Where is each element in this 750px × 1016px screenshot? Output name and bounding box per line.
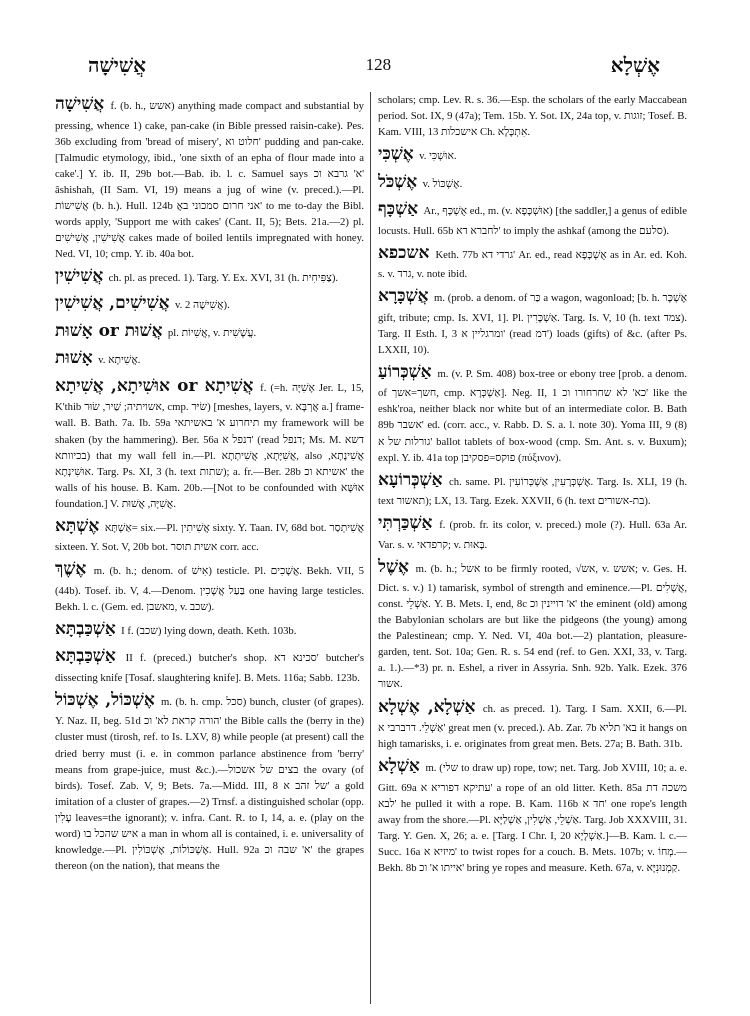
entry-definition: f. (prob. fr. its color, v. preced.) mole (?). Hull. 63a Ar. Var. s. v. קרפדאי; v. בָּאוּת. <box>378 519 687 551</box>
entry-headword: אֲשְׁכָּרָא <box>378 286 429 307</box>
entry-headword: אֶשְׁתָּא <box>55 515 100 536</box>
entry-definition: Keth. 77b גרדי דא' Ar. ed., read אֻשְׁכָּפָא as in Ar. ed. Koh. s. v. גרד, v. note ibid. <box>378 248 687 281</box>
entry-definition: ch. pl. as preced. 1). Targ. Y. Ex. XVI, 31 (h. צַפִּיחִית). <box>108 271 339 284</box>
dictionary-entry <box>378 695 687 753</box>
dictionary-entry <box>378 555 687 693</box>
dictionary-entry <box>55 291 364 317</box>
running-head <box>88 52 660 78</box>
dictionary-entry <box>55 319 364 345</box>
entry-definition: v. אוּשְׁכִּי. <box>419 150 457 163</box>
entry-headword: אֶשֶׁל <box>378 556 409 577</box>
entry-definition: m. (b. h.; אשל to be firmly rooted, √אש, v. אשש; v. Ges. H. Dict. s. v.) 1) tamarisk, symbol of strength and eminence.—Pl. אֲשָׁלִים, const. אַשְׁלֵי. Y. B. Mets. I, end, 8c א' דויינין וכ' the eminent (old) among the Babylonian scholars are but like the pidgeons (the young) among the Palestinean; cmp. Y. Ned. VI, 40a bot.—2) plantation, pleasure-garden, tent. Sot. 10a; Gen. R. s. 54 end (ref. to Gen. XXI, 33, v. Targ. a. 1.).—*3) pr. n. Eshel, a river in Assyria. Snh. 92b. Yalk. Ezek. 376 אשור. <box>378 562 687 691</box>
entry-headword: אֲשִׁיתָא or אוּשִׁיתָא, אֲשִׁיתָא <box>55 375 254 396</box>
page-number: 128 <box>365 55 392 74</box>
column-divider <box>370 92 371 1004</box>
dictionary-entry <box>378 241 687 283</box>
entry-definition: אַשְׁתָּא= six.—Pl. אֲשִׁיתִין sixty. Y. Taan. IV, 68d bot. אֲשִׁיתְסַר sixteen. Y. Sot. V, 20b bot. אשית תוסר corr. acc. <box>55 521 364 554</box>
dictionary-entry <box>378 197 687 239</box>
dictionary-entry <box>55 557 364 615</box>
entry-definition: m. (b. h. cmp. סכל) bunch, cluster (of grapes). Y. Naz. II, beg. 51d הורה קראת לא' וכ' the Bible calls the (berry in the) cluster must (tirosh, ref. to Is. LXV, 8) while people (at present) call the dried berry must (i. e. in common parlance abstinence from 'berry' means from grape-juice, must &c.).—בצים של אשכול the ovary (of birds). Tosef. Zab. V, 9; Bets. 7a.—Midd. III, 8 של זהב א' a gold imitation of a cluster of grapes.—2) Trnsf. a distinguished scholar (opp. עָלִין leaves=the ignorant); v. infra. Cant. R. to I, 14, a. e. (play on the word) איש שהכל בו a man in whom all is contained, i. e. universality of knowledge.—Pl. אֶשְׁכּוֹלוֹת, אֶשְׁכּוֹלִין. Hull. 92a א' שבה וכ' the grapes thereon (on the nation), that means the <box>55 695 364 872</box>
dictionary-entry <box>378 468 687 510</box>
entry-definition: m. (prob. a denom. of כַּר a wagon, wagonload; [b. h. אֶשְׁכָּר gift, tribute; cmp. Is. XVI, 1]. Pl. אַשְׁכָּרִין. Targ. Is. V, 10 (h. text צמד). Targ. II Esth. I, 3 ומרגליין א' (read דמ') loads (gifts) of &c. (after Ps. LXXII, 10). <box>378 292 687 356</box>
entry-definition: m. (b. h.; denom. of אִישׁ) testicle. Pl. אֲשָׁכִים. Bekh. VII, 5 (44b). Tosef. ib. V, 4.—Denom. בַּעַל אֲשָׁכִין one having large testicles. Bekh. l. c. (Gem. ed. מאשבן, v. שכב). <box>55 565 364 613</box>
entry-definition: pl. אֲשִׁיוֹת, v. עֲשָׁשִׁית. <box>167 326 257 339</box>
running-head-left-word: אֲשִׁישָׁה <box>88 52 146 77</box>
dictionary-entry <box>378 284 687 358</box>
entry-definition: I f. (שכב) lying down, death. Keth. 103b. <box>121 624 297 637</box>
dictionary-entry <box>55 514 364 556</box>
entry-headword: אַשְׁכַּרְתִּי <box>378 513 433 534</box>
entry-headword: אַשְׁכְּרוֹעָא <box>378 469 443 490</box>
entry-definition: Ar., אֻשְׁכָּף ed., m. (v. אוּשְׁכָּפָא) [the saddler,] a genus of edible locusts. Hull. 65b לחברא דא' to imply the ashkaf (among the סלעם). <box>378 205 687 237</box>
dictionary-entry <box>378 92 687 140</box>
dictionary-entry <box>55 617 364 643</box>
entry-definition: scholars; cmp. Lev. R. s. 36.—Esp. the scholars of the early Maccabean period. Sot. IX, 9 (47a); Tem. 15b. Y. Sot. IX, 24a top, v. זוגות; Tosef. B. Kam. VIII, 13 אישכלות Ch. אִתְכָּלָא. <box>378 94 687 139</box>
dictionary-entry <box>55 264 364 290</box>
entry-headword: אַשְׁכְּרוֹעַ <box>378 361 432 382</box>
right-column <box>378 92 687 1007</box>
entry-definition: f. (b. h., אשש) anything made compact and substantial by pressing, whence 1) cake, pan-cake (in Bible pressed raisin-cake). Pes. 36b excluding from 'bread of misery', חלוט וא' pudding and pan-cake. [Talmudic etymology, ibid., 'one sixth of an epha of flour made into a cake'.] Y. ib. II, 29b bot.—Bab. ib. l. c. Samuel says א' גרבא וכ' âshishah, (II Sam. VI, 19) means a jug of wine (v. preced.).—Pl. אֲשִׁישוֹת (b. h.). Hull. 124b אני חרום סמכוני באֲ' to me to-day the Bibl. words apply, 'Support me with cakes' (Cant. II, 5); Bets. 21a.—2) pl. אֲשִׁישִׁין, אֲשִׁישִׁים cakes made of boiled lentils impregnated with honey. Ned. VI, 10; cmp. Y. ib. 40a bot. <box>55 100 364 260</box>
entry-headword: אֶשֶׁךְ <box>55 559 87 580</box>
entry-headword: אַשְׁלָא <box>378 756 420 777</box>
entry-headword: אֲשִׁישִׁין <box>55 265 104 286</box>
entry-headword: אַשְׁכָּף <box>378 199 419 220</box>
entry-headword: אֶשְׁכִּי <box>378 144 414 165</box>
entry-definition: II f. (preced.) butcher's shop. סכינא דא' butcher's dissecting knife [Tosaf. slaughtering knife]. B. Mets. 116a; Sabb. 123b. <box>55 652 364 684</box>
entry-headword: אֲשׁוּת or אָשׁוּת <box>55 320 163 341</box>
dictionary-entry <box>55 688 364 874</box>
entry-headword: אֲשִׁישָׁה <box>55 94 105 114</box>
entry-definition: ch. as preced. 1). Targ. I Sam. XXII, 6.—Pl. אַשְׁלֵי. דרברבי א' great men (v. preced.). Ab. Zar. 7b בא' תליא it hangs on high tamarisks, i. e. originates from great men. Bets. 27a; B. Bath. 31b. <box>378 702 687 751</box>
entry-headword: אֲשִׁישִׁים, אֲשִׁישִׁין <box>55 293 170 314</box>
dictionary-entry <box>55 346 364 372</box>
entry-headword: אַשְׁכַּבְתָּא <box>55 646 116 667</box>
dictionary-entry <box>378 754 687 876</box>
entry-definition: f. (=h. אָשִׁיָּה Jer. L, 15, K'thib אשויתיה; שַׁיר, שׂוּר, cmp. שׂיּר) [meshes, layers, v. אֲרְבָּא a.] frame-wall. B. Bath. 7a. Ib. 59a תיחרוע א' באשיתאי my framework will be shaken (by the hammering). Ber. 56a דנפל א' (read דנפל; Ms. M. דשא בכיוותא) that my wall fell in.—Pl. אֲשִׁיָּתָא, אֲשִׁיתְתָא, also אֲשִׁינָתָא, אוּשִׁינְתָא. Targ. Ps. XI, 3 (h. text שתות); a. fr.—Ber. 28b אשיתא וכ' the walls of his house. B. Kam. 20b.—[Not to be confounded with אוּשָּׁא foundation.] V. אֲשִׁיָּה, אֲשׁוּת. <box>55 381 364 510</box>
entry-definition: m. (v. P. Sm. 408) box-tree or ebony tree [prob. a denom. of חשך=אשך, cmp. אַשְׁכְּרָא]. Neg. II, 1 כא' לא שחרחורו וכ' like the eshk'roa, neither black nor white but of an intermediate color. B. Bath 89b אשבר' ed. (corr. acc., v. Rabb. D. S. a. l. note 30). Yoma III, 9 (8) גורלות של א' ballot tablets of box-wood (cmp. Sm. Ant. s. v. Buxum); expl. Y. ib. 41a top פוקס=פסקיבן (πύξινον). <box>378 367 687 464</box>
running-head-right-word: אֶשְׁלָא <box>610 52 660 77</box>
entry-headword: אַשְׁכַּבְתָּא <box>55 618 116 639</box>
entry-definition: v. אֲשִׁיתָא. <box>98 354 141 367</box>
entry-headword: אָשׁוּת <box>55 348 93 369</box>
entry-headword: אַשְׁלָא, אֶשְׁלָא <box>378 696 476 717</box>
dictionary-entry <box>55 92 364 262</box>
dictionary-entry <box>378 511 687 553</box>
entry-headword: אֶשְׁכּוֹל, אֶשְׁכּוֹל <box>55 689 155 710</box>
entry-definition: m. (שלי to draw up) rope, tow; net. Targ. Job XVIII, 10; a. e. Gitt. 69a עתיקא דפוריא א' a rope of an old litter. Keth. 85a משכה דת לבא' he pulled it with a rope. B. Kam. 116b חד א' one rope's length away from the shore.—Pl. אַשְׁלֵי, אַשְׁלִין, אַשְׁלַיָּא. Targ. Job XXXVIII, 31. Targ. Y. Gen. X, 26; a. e. [Targ. I Chr. I, 20 אַשְׁלָיָא.]—B. Kam. l. c.—Succ. 16a מיזיא א' to twist ropes for a couch. B. Mets. 107b; v. מְחוֹ.—Bekh. 8b אייתו א' וכ' bring ye ropes and measure. Keth. 67a, v. קַמְנוּנִיָּא. <box>378 762 687 874</box>
entry-definition: v. אֶשְׁכּוֹל. <box>422 177 463 190</box>
entry-headword: אשכפא <box>378 242 430 263</box>
dictionary-entry <box>55 644 364 686</box>
entry-definition: ch. same. Pl. אֶשְׁכְּרָעִין, אַשְׁכְּרוֹעִין. Targ. Is. XLI, 19 (h. text תאשור); LX, 13. Targ. Ezek. XXVII, 6 (h. text בת-אשורים). <box>378 475 687 508</box>
dictionary-entry <box>378 170 687 196</box>
left-column <box>55 92 364 1007</box>
entry-headword: אֶשְׁכֹּל <box>378 171 418 192</box>
dictionary-entry <box>378 360 687 466</box>
entry-definition: v. אֲשִׁישָׁה 2). <box>175 299 230 312</box>
dictionary-entry <box>378 142 687 168</box>
dictionary-entry <box>55 374 364 512</box>
